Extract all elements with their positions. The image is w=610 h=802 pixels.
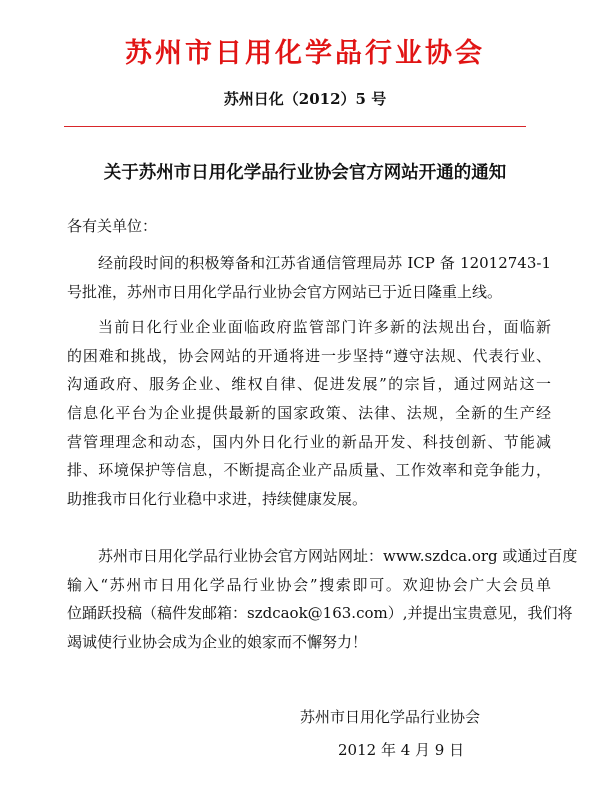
paragraph-line: 竭诚使行业协会成为企业的娘家而不懈努力！ <box>67 633 368 652</box>
paragraph-line: 号批准，苏州市日用化学品行业协会官方网站已于近日隆重上线。 <box>67 282 503 301</box>
paragraph-line: 苏州市日用化学品行业协会官方网站网址：www.szdca.org 或通过百度 <box>98 547 578 565</box>
paragraph-line: 的困难和挑战，协会网站的开通将进一步坚持“遵守法规、代表行业、 <box>67 346 551 365</box>
paragraph-line: 经前段时间的积极筹备和江苏省通信管理局苏 ICP 备 12012743-1 <box>98 254 551 272</box>
paragraph-line: 信息化平台为企业提供最新的国家政策、法律、法规，全新的生产经 <box>67 404 551 423</box>
paragraph-website-info <box>67 545 578 660</box>
salutation: 各有关单位： <box>67 217 158 235</box>
organization-title: 苏州市日用化学品行业协会 <box>125 38 485 69</box>
paragraph-line: 位踊跃投稿（稿件发邮箱：szdcaok@163.com）,并提出宝贵意见，我们将 <box>67 604 573 623</box>
signature-date: 2012 年 4 月 9 日 <box>338 741 465 759</box>
red-divider-line <box>64 126 526 127</box>
paragraph-line: 营管理理念和动态，国内外日化行业的新品开发、科技创新、节能减 <box>67 432 551 451</box>
paragraph-mission <box>67 316 551 517</box>
signature-organization: 苏州市日用化学品行业协会 <box>300 708 481 726</box>
paragraph-line: 排、环境保护等信息，不断提高企业产品质量、工作效率和竞争能力， <box>67 461 551 480</box>
notice-title: 关于苏州市日用化学品行业协会官方网站开通的通知 <box>103 163 507 183</box>
paragraph-line: 输入“苏州市日用化学品行业协会”搜索即可。欢迎协会广大会员单 <box>67 575 551 594</box>
paragraph-line: 沟通政府、服务企业、维权自律、促进发展”的宗旨，通过网站这一 <box>67 375 551 394</box>
paragraph-line: 当前日化行业企业面临政府监管部门许多新的法规出台，面临新 <box>98 318 551 336</box>
document-number: 苏州日化（2012）5 号 <box>223 90 387 108</box>
paragraph-line: 助推我市日化行业稳中求进，持续健康发展。 <box>67 490 368 509</box>
paragraph-announcement <box>67 252 551 309</box>
